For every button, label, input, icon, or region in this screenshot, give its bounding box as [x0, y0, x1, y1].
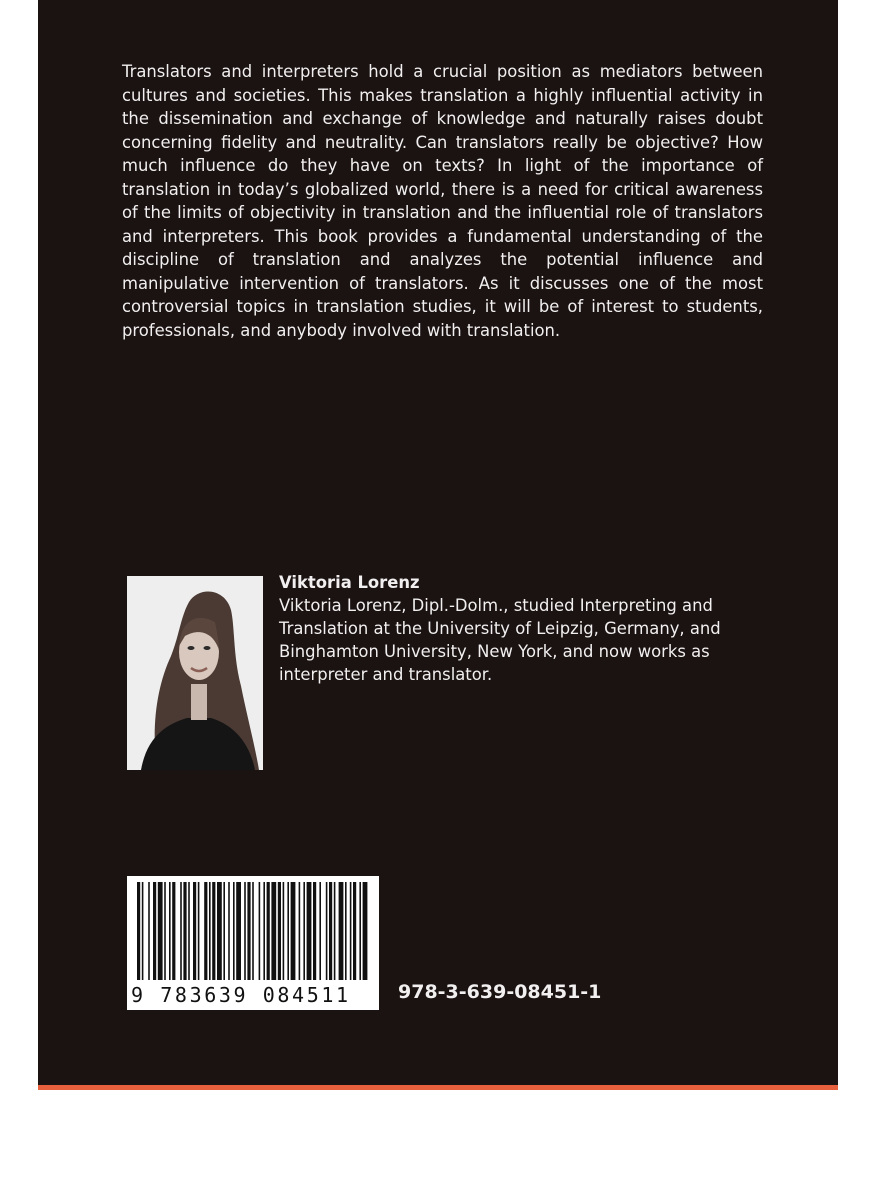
barcode-bar	[359, 882, 361, 980]
barcode-bar	[353, 882, 356, 980]
barcode-bar	[319, 882, 321, 980]
barcode-bar	[291, 882, 296, 980]
barcode-bar	[339, 882, 344, 980]
author-bio: Viktoria Lorenz, Dipl.-Dolm., studied Interpreting and Translation at the University of Leipzig, Germany, and Binghamton University, New York, and now works as interpreter and translator.	[279, 596, 721, 684]
barcode	[127, 876, 379, 1010]
barcode-bar	[172, 882, 175, 980]
barcode-bar	[212, 882, 215, 980]
barcode-bar	[283, 882, 285, 980]
barcode-bar	[198, 882, 200, 980]
barcode-bar	[252, 882, 254, 980]
barcode-bar	[236, 882, 241, 980]
barcode-bar	[180, 882, 182, 980]
barcode-digits: 9 783639 084511	[131, 983, 351, 1007]
barcode-bar	[278, 882, 281, 980]
barcode-bar	[334, 882, 336, 980]
barcode-bar	[350, 882, 352, 980]
author-name: Viktoria Lorenz	[279, 573, 420, 592]
barcode-bar	[142, 882, 144, 980]
barcode-bar	[326, 882, 328, 980]
barcode-bar	[188, 882, 190, 980]
barcode-bar	[329, 882, 332, 980]
barcode-bar	[259, 882, 261, 980]
isbn-number: 978-3-639-08451-1	[398, 981, 602, 1003]
barcode-bar	[263, 882, 265, 980]
barcode-bar	[267, 882, 270, 980]
barcode-bar	[307, 882, 312, 980]
barcode-bar	[164, 882, 166, 980]
barcode-bar	[183, 882, 186, 980]
barcode-bar	[299, 882, 301, 980]
barcode-bar	[233, 882, 235, 980]
barcode-bar	[287, 882, 289, 980]
barcode-bar	[247, 882, 250, 980]
barcode-bar	[345, 882, 347, 980]
barcode-bar	[363, 882, 368, 980]
barcode-bar	[153, 882, 156, 980]
barcode-bar	[313, 882, 316, 980]
barcode-bar	[223, 882, 225, 980]
barcode-bar	[209, 882, 211, 980]
barcode-bar	[158, 882, 163, 980]
barcode-bar	[217, 882, 222, 980]
book-description: Translators and interpreters hold a crucial position as mediators between cultures and societies. This makes translation a highly influential activity in the dissemination and exchange of knowledge and naturally raises doubt concerning fidelity and neutrality. Can translators really be objective? How much influence do they have on texts? In light of the importance of translation in today’s globalized world, there is a need for critical awareness of the limits of objectivity in translation and the influential role of translators and interpreters. This book provides a fundamental understanding of the discipline of translation and analyzes the potential influence and manipulative intervention of translators. As it discusses one of the most controversial topics in translation studies, it will be of interest to students, professionals, and anybody involved with translation.	[122, 62, 763, 340]
barcode-bar	[137, 882, 140, 980]
barcode-bar	[271, 882, 276, 980]
barcode-bar	[148, 882, 150, 980]
back-cover	[38, 0, 838, 1090]
author-photo	[127, 576, 263, 770]
barcode-bar	[303, 882, 305, 980]
barcode-bar	[169, 882, 171, 980]
barcode-bar	[228, 882, 230, 980]
barcode-bar	[193, 882, 196, 980]
barcode-bar	[204, 882, 207, 980]
barcode-bar	[244, 882, 246, 980]
